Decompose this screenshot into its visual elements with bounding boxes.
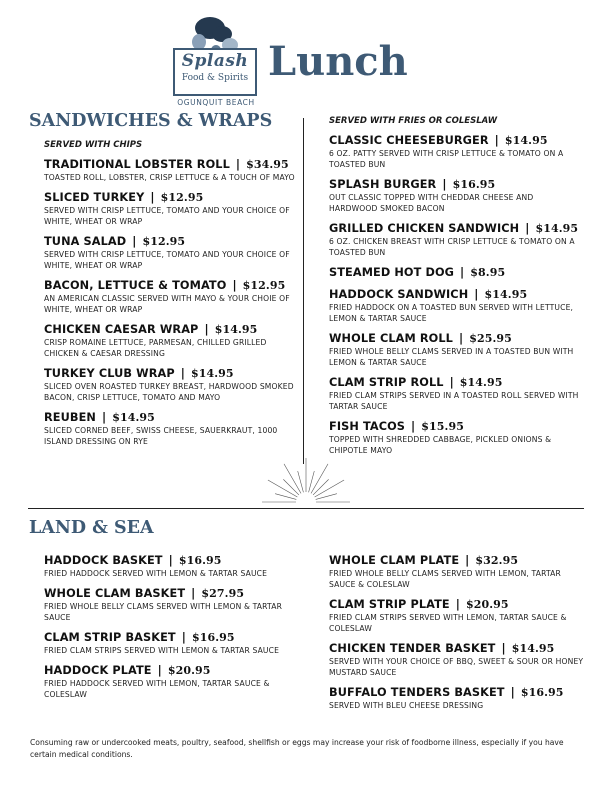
menu-item-title (44, 157, 296, 172)
menu-item-price: $16.95 (520, 686, 564, 699)
price-separator: | (204, 323, 209, 336)
menu-item-title (329, 553, 585, 568)
menu-item-description: FRIED CLAM STRIPS SERVED WITH LEMON, TARTAR SAUCE & COLESLAW (329, 613, 567, 633)
menu-item-description: SLICED OVEN ROASTED TURKEY BREAST, HARDWOOD SMOKED BACON, CRISP LETTUCE, TOMATO AND MAYO (44, 382, 294, 402)
menu-item-name: SPLASH BURGER (329, 178, 437, 191)
menu-item-description: CRISP ROMAINE LETTUCE, PARMESAN, CHILLED GRILLED CHICKEN & CAESAR DRESSING (44, 338, 267, 358)
menu-item-title (329, 177, 581, 192)
menu-item-description: FRIED HADDOCK SERVED WITH LEMON & TARTAR SAUCE (44, 569, 268, 578)
price-separator: | (101, 411, 107, 424)
logo-subtitle: Food & Spirits (181, 73, 249, 83)
menu-item-price: $20.95 (167, 664, 211, 677)
price-separator: | (157, 664, 162, 677)
menu-item-price: $12.95 (242, 279, 286, 292)
menu-item-price: $14.95 (214, 323, 258, 336)
price-separator: | (494, 134, 499, 147)
logo-box (173, 48, 257, 96)
splash-logo (166, 12, 266, 107)
menu-item-title (44, 322, 296, 337)
menu-item-title (329, 331, 581, 346)
menu-item-price: $16.95 (178, 554, 222, 567)
menu-item-price: $14.95 (484, 288, 528, 301)
menu-item-name: HADDOCK BASKET (44, 554, 163, 567)
price-separator: | (232, 279, 237, 292)
menu-item-name: WHOLE CLAM ROLL (329, 332, 453, 345)
price-separator: | (442, 178, 447, 191)
menu-item-price: $14.95 (459, 376, 503, 389)
menu-item-name: FISH TACOS (329, 420, 406, 433)
menu-item-description: 6 OZ. CHICKEN BREAST WITH CRISP LETTUCE & TOMATO ON A TOASTED BUN (329, 237, 575, 257)
menu-item (44, 586, 300, 623)
menu-item (44, 322, 296, 359)
price-separator: | (460, 266, 465, 279)
menu-item (44, 553, 300, 579)
menu-item-price: $16.95 (452, 178, 496, 191)
menu-item-name: BUFFALO TENDERS BASKET (329, 686, 505, 699)
menu-item-description: SLICED CORNED BEEF, SWISS CHEESE, SAUERKRAUT, 1000 ISLAND DRESSING ON RYE (44, 426, 278, 446)
menu-item-title (329, 641, 585, 656)
menu-item-title (329, 375, 581, 390)
price-separator: | (465, 554, 470, 567)
menu-item-title (329, 287, 581, 302)
menu-item-description: FRIED HADDOCK ON A TOASTED BUN SERVED WITH LETTUCE, LEMON & TARTAR SAUCE (329, 303, 574, 323)
sunburst-icon (254, 452, 358, 504)
price-separator: | (525, 222, 530, 235)
menu-item-title (329, 221, 581, 236)
menu-item-price: $8.95 (470, 266, 506, 279)
menu-item-name: CLAM STRIP ROLL (329, 376, 444, 389)
menu-item-description: SERVED WITH YOUR CHOICE OF BBQ, SWEET & SOUR OR HONEY MUSTARD SAUCE (329, 657, 584, 677)
menu-item (329, 641, 585, 678)
section-divider (28, 508, 584, 509)
menu-item-title (44, 366, 296, 381)
menu-item-title (44, 553, 300, 568)
logo-location: OGUNQUIT BEACH (177, 98, 255, 107)
menu-item-description: FRIED WHOLE BELLY CLAMS SERVED IN A TOASTED BUN WITH LEMON & TARTAR SAUCE (329, 347, 574, 367)
menu-item (44, 410, 296, 447)
menu-item-name: BACON, LETTUCE & TOMATO (44, 279, 227, 292)
menu-item (44, 190, 296, 227)
menu-item-price: $12.95 (160, 191, 204, 204)
menu-item (44, 663, 300, 700)
menu-item-description: SERVED WITH BLEU CHEESE DRESSING (329, 701, 484, 710)
menu-item (329, 331, 581, 368)
logo-script: Splash (181, 51, 249, 71)
menu-item-name: STEAMED HOT DOG (329, 266, 455, 279)
menu-item-price: $34.95 (246, 158, 289, 171)
menu-item-description: TOPPED WITH SHREDDED CABBAGE, PICKLED ONIONS & CHIPOTLE MAYO (329, 435, 552, 455)
menu-item (329, 221, 581, 258)
price-separator: | (191, 587, 196, 600)
menu-item-name: CLAM STRIP BASKET (44, 631, 176, 644)
price-separator: | (181, 631, 186, 644)
menu-item-name: CLASSIC CHEESEBURGER (329, 134, 489, 147)
menu-item-price: $14.95 (535, 222, 579, 235)
menu-item-price: $14.95 (504, 134, 548, 147)
menu-item (44, 278, 296, 315)
menu-item-price: $14.95 (190, 367, 234, 380)
price-separator: | (449, 376, 454, 389)
land-sea-right-list (329, 553, 585, 718)
menu-item-name: TUNA SALAD (44, 235, 127, 248)
menu-item-price: $12.95 (142, 235, 186, 248)
menu-item-description: FRIED WHOLE BELLY CLAMS SERVED WITH LEMON & TARTAR SAUCE (44, 602, 282, 622)
menu-item (329, 287, 581, 324)
menu-item (44, 366, 296, 403)
menu-item-title (44, 190, 296, 205)
price-separator: | (501, 642, 506, 655)
page-title: Lunch (268, 38, 408, 85)
price-separator: | (455, 598, 460, 611)
menu-item-description: TOASTED ROLL, LOBSTER, CRISP LETTUCE & A TOUCH OF MAYO (44, 173, 295, 182)
menu-item (329, 553, 585, 590)
menu-item-title (329, 419, 581, 434)
menu-item-description: FRIED CLAM STRIPS SERVED WITH LEMON & TARTAR SAUCE (44, 646, 280, 655)
menu-item-description: FRIED WHOLE BELLY CLAMS SERVED WITH LEMON, TARTAR SAUCE & COLESLAW (329, 569, 561, 589)
menu-item-name: CLAM STRIP PLATE (329, 598, 450, 611)
menu-item (44, 157, 296, 183)
menu-item-title (44, 630, 300, 645)
menu-item-name: REUBEN (44, 411, 96, 424)
menu-item-description: SERVED WITH CRISP LETTUCE, TOMATO AND YOUR CHOICE OF WHITE, WHEAT OR WRAP (44, 206, 290, 226)
menu-item-title (44, 278, 296, 293)
menu-item (329, 265, 581, 280)
menu-item-name: TURKEY CLUB WRAP (44, 367, 175, 380)
menu-item-description: AN AMERICAN CLASSIC SERVED WITH MAYO & YOUR CHOIE OF WHITE, WHEAT OR WRAP (44, 294, 290, 314)
menu-item-description: OUT CLASSIC TOPPED WITH CHEDDAR CHEESE AND HARDWOOD SMOKED BACON (329, 193, 534, 213)
price-separator: | (235, 158, 241, 171)
menu-item-title (329, 685, 585, 700)
menu-item-name: HADDOCK PLATE (44, 664, 152, 677)
menu-item-name: HADDOCK SANDWICH (329, 288, 469, 301)
menu-item-name: TRADITIONAL LOBSTER ROLL (44, 158, 230, 171)
sunburst-ray (283, 479, 299, 495)
menu-item-description: FRIED HADDOCK SERVED WITH LEMON, TARTAR SAUCE & COLESLAW (44, 679, 270, 699)
menu-item-price: $27.95 (201, 587, 245, 600)
menu-item-name: SLICED TURKEY (44, 191, 145, 204)
sandwiches-list (44, 157, 296, 454)
price-separator: | (150, 191, 155, 204)
menu-item-name: WHOLE CLAM BASKET (44, 587, 186, 600)
section-title-sandwiches: SANDWICHES & WRAPS (29, 111, 273, 131)
menu-item-title (44, 410, 296, 425)
land-sea-left-list (44, 553, 300, 707)
menu-item-title (329, 133, 581, 148)
section-title-land-sea: LAND & SEA (29, 518, 154, 538)
menu-item-price: $32.95 (475, 554, 519, 567)
menu-item-price: $16.95 (191, 631, 235, 644)
menu-item-name: CHICKEN CAESAR WRAP (44, 323, 199, 336)
menu-item (329, 133, 581, 170)
menu-item-price: $14.95 (112, 411, 155, 424)
served-with-chips: SERVED WITH CHIPS (44, 140, 143, 150)
menu-item-price: $14.95 (511, 642, 555, 655)
menu-item (329, 685, 585, 711)
menu-item (329, 597, 585, 634)
menu-item-description: SERVED WITH CRISP LETTUCE, TOMATO AND YOUR CHOICE OF WHITE, WHEAT OR WRAP (44, 250, 290, 270)
menu-item-price: $20.95 (465, 598, 509, 611)
price-separator: | (411, 420, 416, 433)
price-separator: | (510, 686, 515, 699)
menu-item-name: CHICKEN TENDER BASKET (329, 642, 496, 655)
served-with-fries: SERVED WITH FRIES OR COLESLAW (329, 116, 498, 126)
foodborne-disclaimer: Consuming raw or undercooked meats, poultry, seafood, shellfish or eggs may increase your risk of foodborne illness, especially if you have certain medical conditions. (30, 738, 564, 759)
menu-item (329, 419, 581, 456)
menu-item-name: WHOLE CLAM PLATE (329, 554, 460, 567)
price-separator: | (180, 367, 185, 380)
menu-item-name: GRILLED CHICKEN SANDWICH (329, 222, 520, 235)
price-separator: | (132, 235, 137, 248)
menu-item-title (329, 265, 581, 280)
price-separator: | (474, 288, 479, 301)
sunburst-ray (313, 479, 329, 495)
menu-item (329, 375, 581, 412)
menu-item (44, 630, 300, 656)
fries-list (329, 133, 581, 463)
menu-item-title (44, 234, 296, 249)
menu-item (329, 177, 581, 214)
menu-item-title (329, 597, 585, 612)
menu-item-price: $25.95 (469, 332, 512, 345)
menu-item-description: FRIED CLAM STRIPS SERVED IN A TOASTED ROLL SERVED WITH TARTAR SAUCE (329, 391, 579, 411)
menu-item-price: $15.95 (421, 420, 464, 433)
column-divider (303, 118, 304, 464)
price-separator: | (168, 554, 173, 567)
menu-item-title (44, 663, 300, 678)
menu-item (44, 234, 296, 271)
menu-item-title (44, 586, 300, 601)
price-separator: | (458, 332, 464, 345)
menu-item-description: 6 OZ. PATTY SERVED WITH CRISP LETTUCE & TOMATO ON A TOASTED BUN (329, 149, 564, 169)
